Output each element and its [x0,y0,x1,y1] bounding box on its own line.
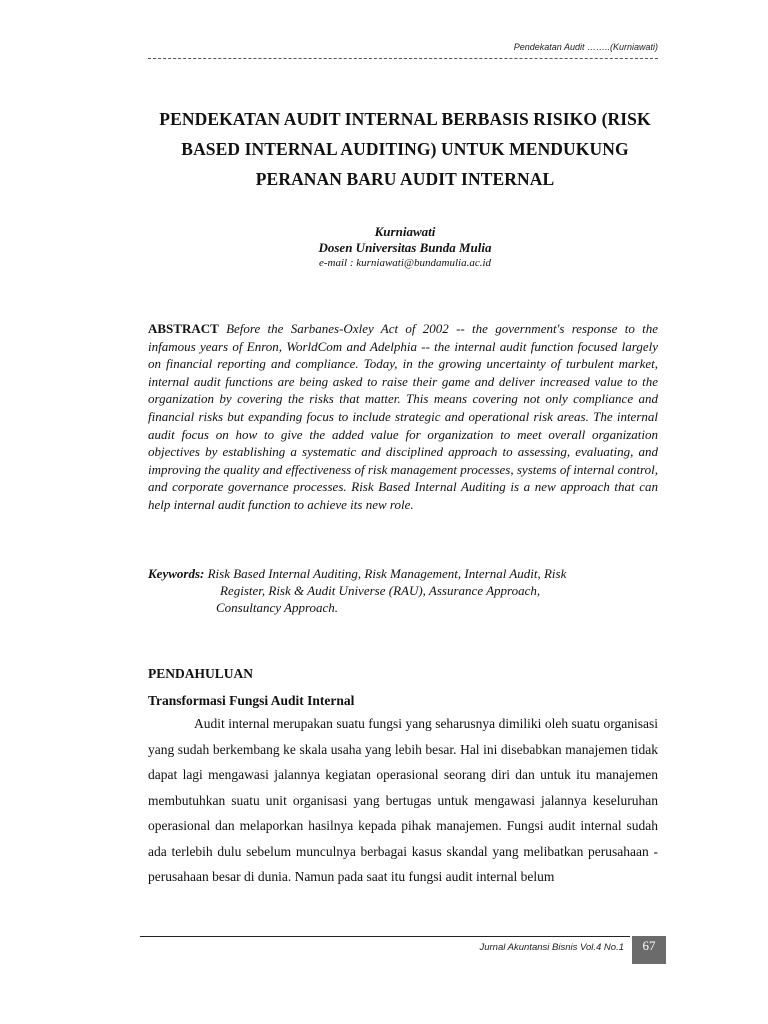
author-affiliation: Dosen Universitas Bunda Mulia [318,240,492,255]
title-line-1: PENDEKATAN AUDIT INTERNAL BERBASIS RISIKO (RISK [159,109,651,129]
title-line-2: BASED INTERNAL AUDITING) UNTUK MENDUKUNG [181,139,629,159]
sub-heading: Transformasi Fungsi Audit Internal [148,693,355,708]
keywords-label: Keywords: [148,566,205,581]
keywords-line-3: Consultancy Approach. [216,600,339,615]
footer-journal: Jurnal Akuntansi Bisnis Vol.4 No.1 [479,942,624,953]
page-number: 67 [632,936,666,964]
header-divider [148,58,658,59]
body-paragraph: Audit internal merupakan suatu fungsi yang seharusnya dimiliki oleh suatu organisasi yang sudah berkembang ke skala usaha yang lebih besar. Hal ini disebabkan manajemen tidak dapat lagi mengawasi jalannya kegiatan operasional seorang diri dan untuk itu manajemen membutuhkan suatu unit organisasi yang bertugas untuk mengawasi jalannya keseluruhan operasional dan melaporkan hasilnya kepada pihak manajemen. Fungsi audit internal sudah ada terlebih dulu sebelum munculnya berbagai kasus skandal yang melibatkan perusahaan - perusahaan besar di dunia. Namun pada saat itu fungsi audit internal belum [148,716,658,884]
abstract-text: Before the Sarbanes-Oxley Act of 2002 -- the government's response to the infamous years of Enron, WorldCom and Adelphia -- the internal audit function focused largely on financial reporting and compliance. Today, in the growing uncertainty of turbulent market, internal audit functions are being asked to raise their game and deliver increased value to the organization by covering the risks that matter. This means covering not only compliance and financial risks but expanding focus to include strategic and operational risk areas. The internal audit focus on how to give the added value for organization to meet overall organization objectives by establishing a systematic and disciplined approach to assessing, evaluating, and improving the quality and effectiveness of risk management processes, systems of internal control, and corporate governance processes. Risk Based Internal Auditing is a new approach that can help internal audit function to achieve its new role. [148,321,659,512]
keywords [148,565,668,616]
author-block [140,224,670,270]
footer-divider [140,936,630,937]
keywords-line-2: Register, Risk & Audit Universe (RAU), Assurance Approach, [220,583,541,598]
section-heading: PENDAHULUAN [148,666,254,681]
running-header: Pendekatan Audit ……..(Kurniawati) [513,42,658,52]
author-email: e-mail : kurniawati@bundamulia.ac.id [318,257,492,269]
title-line-3: PERANAN BARU AUDIT INTERNAL [255,169,555,189]
abstract-label: ABSTRACT [148,321,219,336]
author-name: Kurniawati [374,224,436,239]
keywords-line-1: Risk Based Internal Auditing, Risk Management, Internal Audit, Risk [207,566,567,581]
paper-title [140,104,670,194]
abstract [148,320,658,514]
